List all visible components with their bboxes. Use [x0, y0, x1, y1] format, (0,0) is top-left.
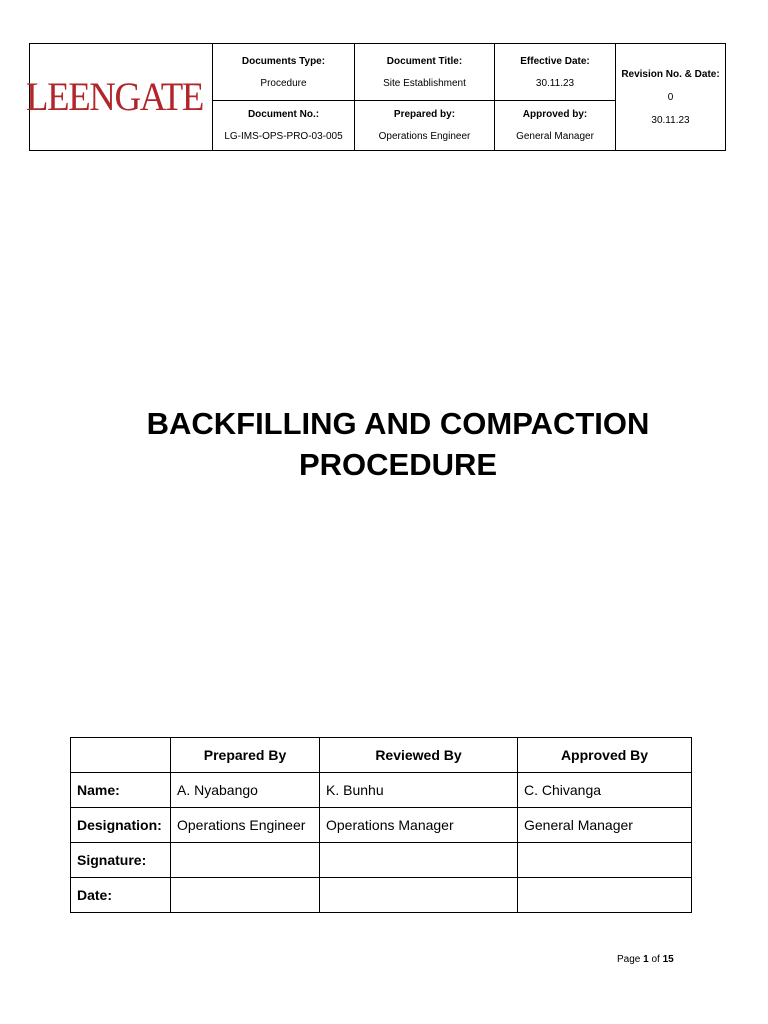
- logo-cell: [25, 44, 213, 151]
- signoff-header-row: [71, 738, 692, 773]
- reviewed-by-designation: Operations Manager: [320, 808, 518, 843]
- revision-date: 30.11.23: [651, 114, 690, 126]
- approved-by-date: [518, 878, 692, 913]
- revision-label: Revision No. & Date:: [621, 68, 720, 80]
- effective-date-cell: [495, 44, 616, 101]
- signoff-row-signature: [71, 843, 692, 878]
- doc-no-cell: [213, 101, 355, 151]
- doc-no-value: LG-IMS-OPS-PRO-03-005: [224, 131, 343, 142]
- column-reviewed-by: Reviewed By: [320, 738, 518, 773]
- doc-title-label: Document Title:: [386, 55, 463, 67]
- page-of: of: [648, 954, 663, 965]
- signoff-row-designation: [71, 808, 692, 843]
- reviewed-by-name: K. Bunhu: [320, 773, 518, 808]
- title-line-2: PROCEDURE: [298, 447, 498, 482]
- row-label-name: Name:: [71, 773, 171, 808]
- signoff-corner-cell: [71, 738, 171, 773]
- prepared-by-date: [171, 878, 320, 913]
- reviewed-by-date: [320, 878, 518, 913]
- prepared-by-cell: [355, 101, 495, 151]
- prepared-by-label: Prepared by:: [393, 109, 456, 120]
- prepared-by-designation: Operations Engineer: [171, 808, 320, 843]
- approved-by-signature: [518, 843, 692, 878]
- document-main-title: [0, 403, 768, 485]
- column-approved-by: Approved By: [518, 738, 692, 773]
- prepared-by-value: Operations Engineer: [378, 131, 471, 142]
- signoff-row-name: [71, 773, 692, 808]
- reviewed-by-signature: [320, 843, 518, 878]
- effective-date-value: 30.11.23: [535, 77, 575, 89]
- doc-type-value: Procedure: [260, 77, 307, 89]
- approved-by-label: Approved by:: [522, 109, 588, 120]
- title-line-1: BACKFILLING AND COMPACTION: [146, 406, 650, 441]
- signoff-table: [70, 737, 692, 913]
- doc-title-value: Site Establishment: [383, 77, 466, 89]
- page-number: [617, 954, 674, 965]
- doc-title-cell: [355, 44, 495, 101]
- document-header-table: [25, 43, 726, 151]
- effective-date-label: Effective Date:: [520, 55, 590, 67]
- column-prepared-by: Prepared By: [171, 738, 320, 773]
- prepared-by-signature: [171, 843, 320, 878]
- logo-text: LEENGATE: [25, 74, 203, 119]
- doc-type-cell: [213, 44, 355, 101]
- page-total: 15: [662, 954, 674, 965]
- doc-type-label: Documents Type:: [241, 55, 326, 67]
- prepared-by-name: A. Nyabango: [171, 773, 320, 808]
- page-current: 1: [643, 954, 649, 965]
- revision-cell: [616, 44, 726, 151]
- row-label-designation: Designation:: [71, 808, 171, 843]
- signoff-row-date: [71, 878, 692, 913]
- doc-no-label: Document No.:: [247, 109, 320, 120]
- company-logo: [25, 74, 212, 119]
- revision-number: 0: [667, 91, 674, 103]
- approved-by-name: C. Chivanga: [518, 773, 692, 808]
- approved-by-cell: [495, 101, 616, 151]
- page-prefix: Page: [617, 954, 644, 965]
- row-label-date: Date:: [71, 878, 171, 913]
- approved-by-value: General Manager: [516, 131, 594, 142]
- row-label-signature: Signature:: [71, 843, 171, 878]
- approved-by-designation: General Manager: [518, 808, 692, 843]
